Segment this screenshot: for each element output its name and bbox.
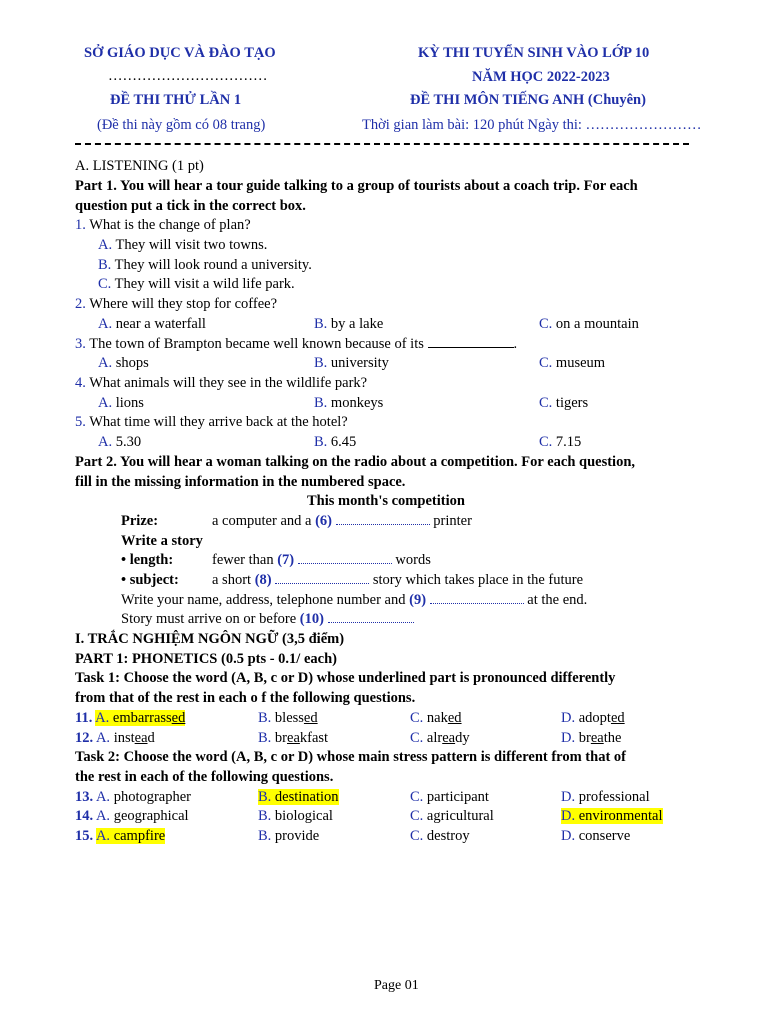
q15-option-a[interactable]: campfire	[113, 828, 166, 844]
exam-title: KỲ THI TUYỂN SINH VÀO LỚP 10	[418, 45, 650, 61]
q3-option-c[interactable]: C. museum	[539, 355, 606, 371]
prize-line: a computer and a (6) printer	[212, 513, 472, 529]
q4-option-b[interactable]: B. monkeys	[314, 395, 384, 411]
question-12: 12. A. instead	[75, 730, 155, 746]
q15-option-d[interactable]: D. conserve	[561, 828, 631, 844]
q13-option-d[interactable]: D. professional	[561, 789, 650, 805]
part1-instruction-1: Part 1. You will hear a tour guide talking to a group of tourists about a coach trip. For each	[75, 178, 638, 194]
subject-line: a short (8) story which takes place in the future	[212, 572, 584, 588]
question-13: 13. A. photographer	[75, 789, 191, 805]
q3-option-b[interactable]: B. university	[314, 355, 389, 371]
q14-option-c[interactable]: C. agricultural	[410, 808, 494, 824]
header-dots: ……………………………	[108, 68, 268, 84]
header-divider	[75, 143, 689, 145]
q13-option-c[interactable]: C. participant	[410, 789, 489, 805]
q5-option-c[interactable]: C. 7.15	[539, 434, 582, 450]
q1-option-a[interactable]: A. They will visit two towns.	[98, 237, 268, 253]
page-number: Page 01	[374, 978, 419, 993]
question-3: 3. The town of Brampton became well known because of its .	[75, 336, 518, 352]
q5-option-b[interactable]: B. 6.45	[314, 434, 357, 450]
q1-option-c[interactable]: C. They will visit a wild life park.	[98, 276, 295, 292]
competition-title: This month's competition	[307, 493, 465, 509]
department-title: SỞ GIÁO DỤC VÀ ĐÀO TẠO	[84, 45, 276, 61]
arrive-line: Story must arrive on or before (10)	[121, 611, 414, 628]
q13-option-b[interactable]: B. destination	[258, 789, 339, 805]
exam-time: Thời gian làm bài: 120 phút Ngày thi: ……………………	[362, 117, 702, 133]
address-line: Write your name, address, telephone number and (9) at the end.	[121, 592, 588, 608]
q12-option-a[interactable]: instead	[113, 730, 155, 746]
subject-label: • subject:	[121, 572, 179, 588]
q2-option-a[interactable]: A. near a waterfall	[98, 316, 206, 332]
q12-option-c[interactable]: C. already	[410, 730, 470, 746]
task2-instruction-1: Task 2: Choose the word (A, B, c or D) whose main stress pattern is different from that of	[75, 749, 626, 765]
exam-subject: ĐỀ THI MÔN TIẾNG ANH (Chuyên)	[410, 92, 646, 108]
part1-instruction-2: question put a tick in the correct box.	[75, 198, 306, 214]
length-label: • length:	[121, 552, 174, 568]
q2-option-c[interactable]: C. on a mountain	[539, 316, 639, 332]
question-2: 2. Where will they stop for coffee?	[75, 296, 277, 312]
story-label: Write a story	[121, 533, 203, 549]
q11-option-d[interactable]: D. adopted	[561, 710, 625, 726]
question-4: 4. What animals will they see in the wildlife park?	[75, 375, 368, 391]
q14-option-a[interactable]: geographical	[113, 808, 189, 824]
question-11: 11. A. embarrassed	[75, 710, 186, 726]
answer-8-blank[interactable]	[275, 583, 369, 584]
task2-instruction-2: the rest in each of the following questions.	[75, 769, 334, 785]
task1-instruction-1: Task 1: Choose the word (A, B, c or D) whose underlined part is pronounced differently	[75, 670, 616, 686]
q3-option-a[interactable]: A. shops	[98, 355, 149, 371]
answer-10-blank[interactable]	[328, 622, 414, 623]
q2-option-b[interactable]: B. by a lake	[314, 316, 384, 332]
task1-instruction-2: from that of the rest in each o f the following questions.	[75, 690, 416, 706]
q13-option-a[interactable]: photographer	[113, 789, 191, 805]
q15-option-b[interactable]: B. provide	[258, 828, 320, 844]
q12-option-d[interactable]: D. breathe	[561, 730, 622, 746]
exam-label: ĐỀ THI THỬ LẦN 1	[110, 92, 242, 108]
q4-option-c[interactable]: C. tigers	[539, 395, 589, 411]
q14-option-d[interactable]: D. environmental	[561, 808, 663, 824]
prize-label: Prize:	[121, 513, 159, 529]
answer-6-blank[interactable]	[336, 524, 430, 525]
phonetics-heading: PART 1: PHONETICS (0.5 pts - 0.1/ each)	[75, 651, 337, 667]
answer-9-blank[interactable]	[430, 603, 524, 604]
pages-note: (Đề thi này gồm có 08 trang)	[97, 117, 266, 133]
school-year: NĂM HỌC 2022-2023	[472, 69, 610, 85]
q15-option-c[interactable]: C. destroy	[410, 828, 470, 844]
q11-option-c[interactable]: C. naked	[410, 710, 462, 726]
q14-option-b[interactable]: B. biological	[258, 808, 333, 824]
q12-option-b[interactable]: B. breakfast	[258, 730, 329, 746]
question-1	[75, 217, 251, 234]
q11-option-b[interactable]: B. blessed	[258, 710, 318, 726]
question-5: 5. What time will they arrive back at the hotel?	[75, 414, 348, 430]
q11-option-a[interactable]: embarrassed	[112, 710, 186, 726]
length-line: fewer than (7) words	[212, 552, 431, 568]
question-number: 1.	[75, 217, 86, 233]
q4-option-a[interactable]: A. lions	[98, 395, 144, 411]
question-14: 14. A. geographical	[75, 808, 189, 824]
question-15: 15. A. campfire	[75, 828, 166, 844]
q5-option-a[interactable]: A. 5.30	[98, 434, 142, 450]
question-text: What is the change of plan?	[89, 217, 251, 233]
part2-instruction-2: fill in the missing information in the numbered space.	[75, 474, 406, 490]
q1-option-b[interactable]: B. They will look round a university.	[98, 257, 312, 273]
answer-blank[interactable]	[428, 347, 514, 348]
section1-heading: I. TRẮC NGHIỆM NGÔN NGỮ (3,5 điểm)	[75, 631, 345, 647]
listening-heading: A. LISTENING (1 pt)	[75, 158, 204, 174]
answer-7-blank[interactable]	[298, 563, 392, 564]
part2-instruction-1: Part 2. You will hear a woman talking on the radio about a competition. For each question,	[75, 454, 636, 470]
